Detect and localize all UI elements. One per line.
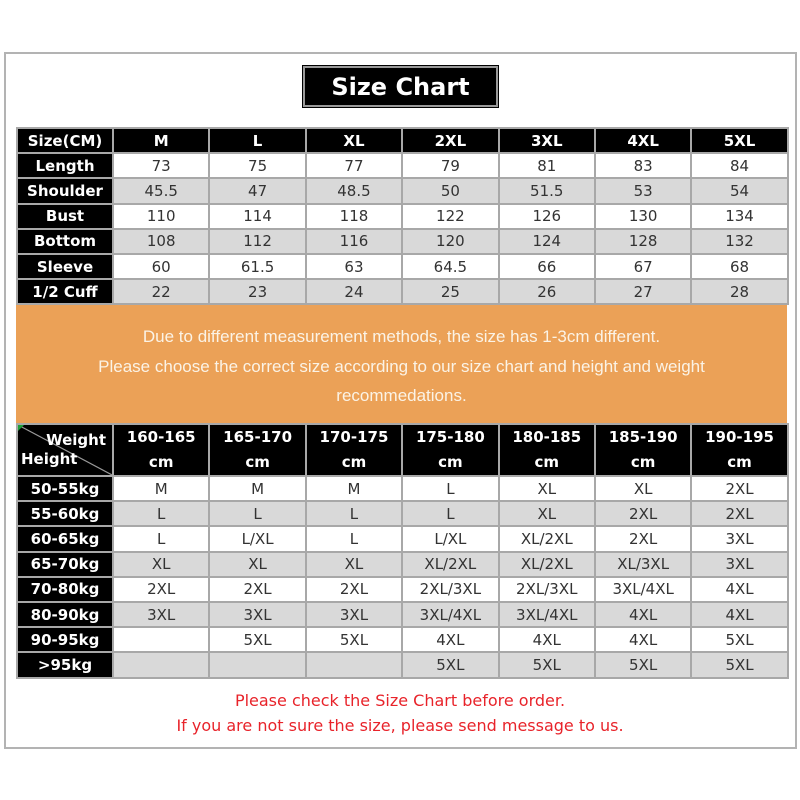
- table-cell: 5XL: [691, 627, 787, 652]
- table-cell: 51.5: [499, 178, 595, 203]
- recommendation-row: [17, 627, 788, 652]
- table-cell: M: [113, 476, 209, 501]
- table-cell: 3XL: [691, 552, 787, 577]
- measurement-row: [17, 204, 788, 229]
- table-cell: L: [402, 501, 498, 526]
- table-cell: 114: [209, 204, 305, 229]
- table-cell: 3XL/4XL: [499, 602, 595, 627]
- table-cell: 60: [113, 254, 209, 279]
- header-size-cm: Size(CM): [17, 128, 113, 153]
- table-cell: 48.5: [306, 178, 402, 203]
- header-size: L: [209, 128, 305, 153]
- header-height-range: 185-190 cm: [595, 424, 691, 476]
- recommendation-table: [16, 423, 789, 679]
- table-cell: 68: [691, 254, 787, 279]
- row-label: Shoulder: [17, 178, 113, 203]
- table-cell: 61.5: [209, 254, 305, 279]
- table-cell: 3XL: [691, 526, 787, 551]
- row-label: Bottom: [17, 229, 113, 254]
- header-height-range: 165-170 cm: [209, 424, 305, 476]
- table-cell: 2XL/3XL: [499, 577, 595, 602]
- table-cell: 79: [402, 153, 498, 178]
- table-cell: 4XL: [595, 602, 691, 627]
- measurement-row: [17, 153, 788, 178]
- table-cell: [113, 652, 209, 677]
- order-notes: [0, 688, 800, 738]
- table-cell: 47: [209, 178, 305, 203]
- header-size: 4XL: [595, 128, 691, 153]
- table-cell: 2XL: [306, 577, 402, 602]
- table-cell: 5XL: [595, 652, 691, 677]
- table-cell: 112: [209, 229, 305, 254]
- notice-line-3: recommedations.: [336, 386, 467, 405]
- table-cell: L: [306, 526, 402, 551]
- table-cell: 2XL: [691, 476, 787, 501]
- table-cell: [209, 652, 305, 677]
- table-cell: XL: [209, 552, 305, 577]
- table-cell: 27: [595, 279, 691, 304]
- header-height-range: 170-175 cm: [306, 424, 402, 476]
- table-cell: XL: [595, 476, 691, 501]
- table-cell: 130: [595, 204, 691, 229]
- table-cell: M: [209, 476, 305, 501]
- table-cell: 4XL: [691, 577, 787, 602]
- note-check-size-chart: Please check the Size Chart before order.: [234, 691, 566, 710]
- header-height-range: 175-180 cm: [402, 424, 498, 476]
- table-cell: L/XL: [402, 526, 498, 551]
- table-cell: 25: [402, 279, 498, 304]
- table-cell: XL: [499, 501, 595, 526]
- table-cell: 120: [402, 229, 498, 254]
- row-label: 70-80kg: [17, 577, 113, 602]
- table-cell: 2XL: [595, 526, 691, 551]
- table-cell: 3XL: [306, 602, 402, 627]
- header-size: 2XL: [402, 128, 498, 153]
- table-cell: 2XL: [113, 577, 209, 602]
- table-cell: L/XL: [209, 526, 305, 551]
- table-cell: 110: [113, 204, 209, 229]
- measurement-table: [16, 127, 789, 305]
- header-size: 3XL: [499, 128, 595, 153]
- table-cell: [113, 627, 209, 652]
- table-cell: 3XL/4XL: [595, 577, 691, 602]
- header-height-range: 160-165 cm: [113, 424, 209, 476]
- table-cell: L: [209, 501, 305, 526]
- measurement-notice-banner: [16, 305, 787, 423]
- table-cell: 22: [113, 279, 209, 304]
- row-label: Sleeve: [17, 254, 113, 279]
- recommendation-header-row: [17, 424, 788, 476]
- table-cell: 2XL: [595, 501, 691, 526]
- table-cell: XL/2XL: [402, 552, 498, 577]
- measurement-row: [17, 178, 788, 203]
- recommendation-row: [17, 602, 788, 627]
- table-cell: L: [402, 476, 498, 501]
- table-cell: L: [113, 526, 209, 551]
- table-cell: 122: [402, 204, 498, 229]
- table-cell: 4XL: [595, 627, 691, 652]
- table-cell: 5XL: [306, 627, 402, 652]
- recommendation-row: [17, 526, 788, 551]
- table-cell: L: [113, 501, 209, 526]
- table-cell: 108: [113, 229, 209, 254]
- row-label: >95kg: [17, 652, 113, 677]
- measurement-row: [17, 254, 788, 279]
- corner-height-label: Height: [21, 450, 78, 468]
- table-cell: M: [306, 476, 402, 501]
- recommendation-row: [17, 652, 788, 677]
- table-cell: 134: [691, 204, 787, 229]
- table-cell: 5XL: [499, 652, 595, 677]
- row-label: 65-70kg: [17, 552, 113, 577]
- table-cell: 64.5: [402, 254, 498, 279]
- note-send-message: If you are not sure the size, please send message to us.: [176, 716, 624, 735]
- table-cell: 128: [595, 229, 691, 254]
- table-cell: 2XL/3XL: [402, 577, 498, 602]
- recommendation-row: [17, 552, 788, 577]
- table-cell: XL: [113, 552, 209, 577]
- table-cell: 124: [499, 229, 595, 254]
- table-cell: 45.5: [113, 178, 209, 203]
- table-cell: 118: [306, 204, 402, 229]
- table-cell: XL/2XL: [499, 526, 595, 551]
- weight-height-corner-cell: [17, 424, 113, 476]
- table-cell: 28: [691, 279, 787, 304]
- row-label: 60-65kg: [17, 526, 113, 551]
- notice-line-1: Due to different measurement methods, the size has 1-3cm different.: [142, 327, 661, 346]
- table-cell: 26: [499, 279, 595, 304]
- table-cell: 2XL: [209, 577, 305, 602]
- measurement-row: [17, 279, 788, 304]
- table-cell: L: [306, 501, 402, 526]
- table-cell: XL: [306, 552, 402, 577]
- table-cell: 66: [499, 254, 595, 279]
- row-label: 80-90kg: [17, 602, 113, 627]
- table-cell: 5XL: [691, 652, 787, 677]
- measurement-header-row: [17, 128, 788, 153]
- table-cell: [306, 652, 402, 677]
- table-cell: 23: [209, 279, 305, 304]
- row-label: Length: [17, 153, 113, 178]
- page-title: Size Chart: [303, 66, 498, 107]
- table-cell: 2XL: [691, 501, 787, 526]
- header-size: 5XL: [691, 128, 787, 153]
- corner-weight-label: Weight: [46, 431, 106, 449]
- header-height-range: 180-185 cm: [499, 424, 595, 476]
- table-cell: 3XL: [113, 602, 209, 627]
- row-label: 55-60kg: [17, 501, 113, 526]
- table-cell: 3XL: [209, 602, 305, 627]
- table-cell: XL: [499, 476, 595, 501]
- table-cell: 126: [499, 204, 595, 229]
- header-height-range: 190-195 cm: [691, 424, 787, 476]
- recommendation-row: [17, 476, 788, 501]
- row-label: 1/2 Cuff: [17, 279, 113, 304]
- table-cell: 132: [691, 229, 787, 254]
- row-label: Bust: [17, 204, 113, 229]
- table-cell: 63: [306, 254, 402, 279]
- table-cell: 83: [595, 153, 691, 178]
- table-cell: 67: [595, 254, 691, 279]
- table-cell: 50: [402, 178, 498, 203]
- table-cell: XL/3XL: [595, 552, 691, 577]
- row-label: 50-55kg: [17, 476, 113, 501]
- table-cell: 73: [113, 153, 209, 178]
- table-cell: 54: [691, 178, 787, 203]
- table-cell: XL/2XL: [499, 552, 595, 577]
- measurement-row: [17, 229, 788, 254]
- notice-line-2: Please choose the correct size according to our size chart and height and weight: [98, 356, 705, 376]
- table-cell: 81: [499, 153, 595, 178]
- header-size: M: [113, 128, 209, 153]
- table-cell: 3XL/4XL: [402, 602, 498, 627]
- table-cell: 53: [595, 178, 691, 203]
- table-cell: 4XL: [499, 627, 595, 652]
- table-cell: 4XL: [402, 627, 498, 652]
- table-cell: 75: [209, 153, 305, 178]
- row-label: 90-95kg: [17, 627, 113, 652]
- table-cell: 5XL: [209, 627, 305, 652]
- table-cell: 116: [306, 229, 402, 254]
- table-cell: 5XL: [402, 652, 498, 677]
- table-cell: 4XL: [691, 602, 787, 627]
- table-cell: 77: [306, 153, 402, 178]
- recommendation-row: [17, 501, 788, 526]
- table-cell: 84: [691, 153, 787, 178]
- table-cell: 24: [306, 279, 402, 304]
- header-size: XL: [306, 128, 402, 153]
- recommendation-row: [17, 577, 788, 602]
